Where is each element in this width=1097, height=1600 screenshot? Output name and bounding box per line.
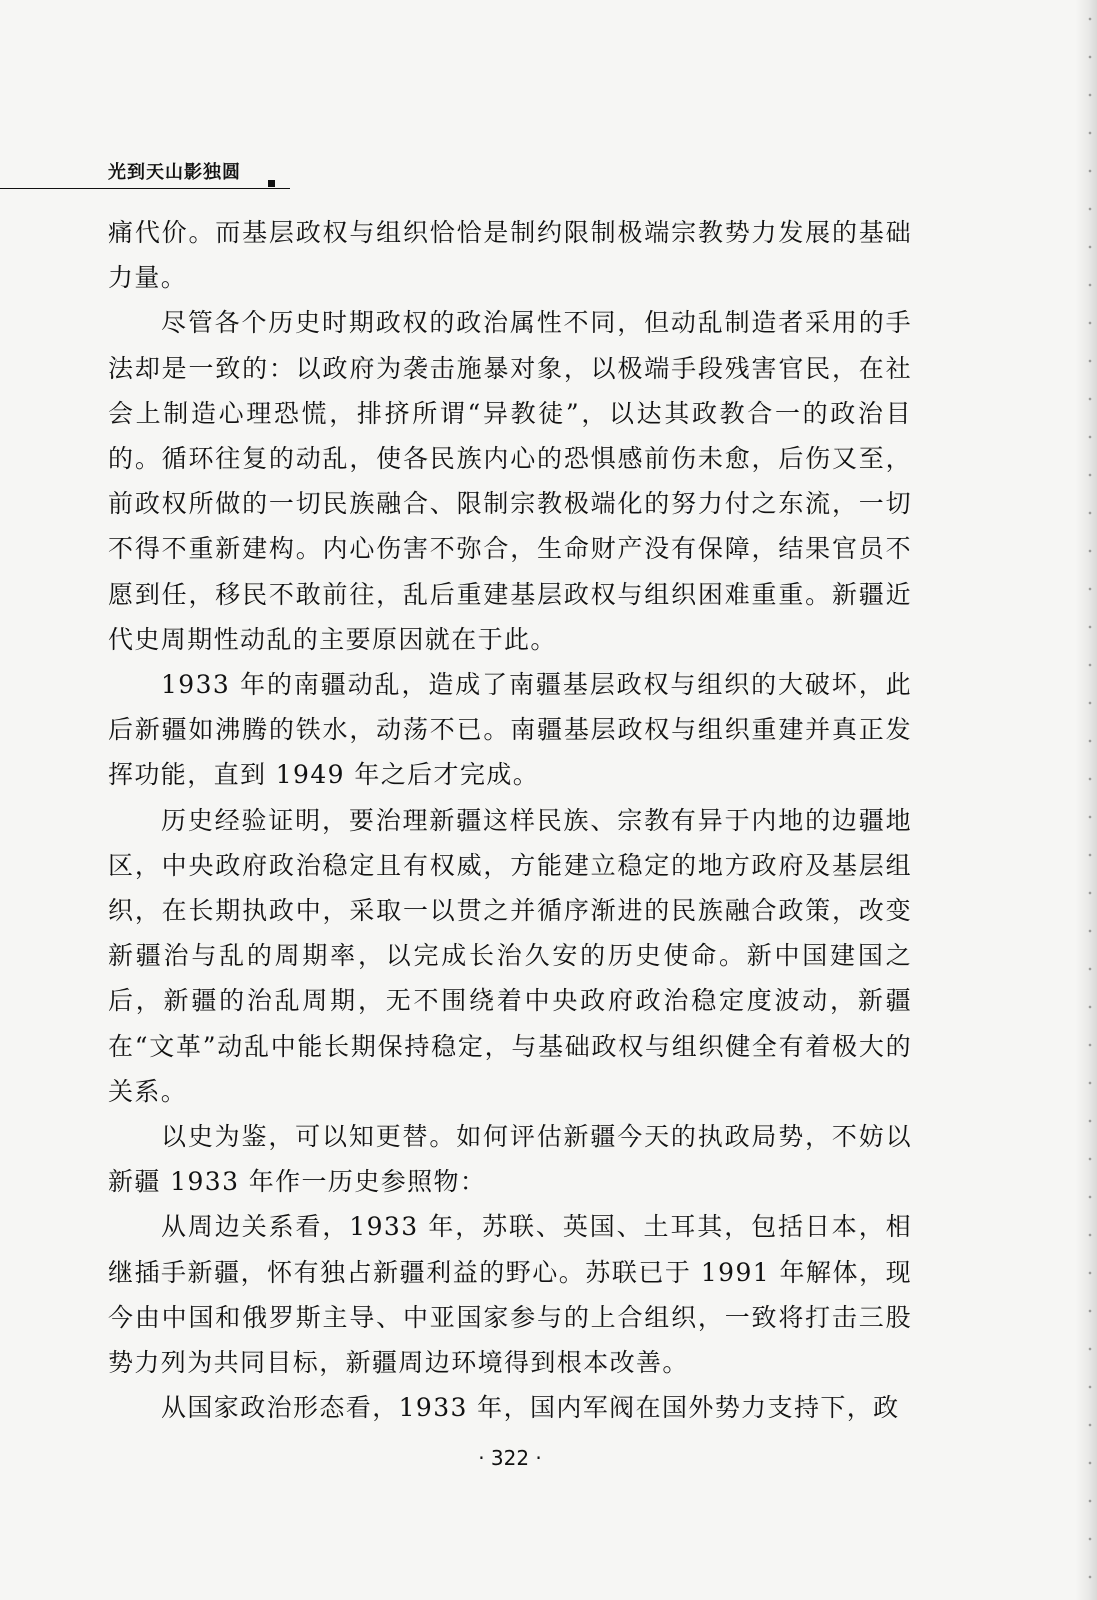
paragraph-1: 痛代价。而基层政权与组织恰恰是制约限制极端宗教势力发展的基础力量。 bbox=[108, 218, 912, 293]
paragraph-2: 尽管各个历史时期政权的政治属性不同，但动乱制造者采用的手法却是一致的：以政府为袭击施暴对象，以极端手段残害官民，在社会上制造心理恐慌，排挤所谓“异教徒”，以达其政教合一的政治目的。循环往复的动乱，使各民族内心的恐惧感前伤未愈，后伤又至，前政权所做的一切民族融合、限制宗教极端化的努力付之东流，一切不得不重新建构。内心伤害不弥合，生命财产没有保障，结果官员不愿到任，移民不敢前往，乱后重建基层政权与组织困难重重。新疆近代史周期性动乱的主要原因就在于此。 bbox=[108, 308, 912, 654]
paragraph-4: 历史经验证明，要治理新疆这样民族、宗教有异于内地的边疆地区，中央政府政治稳定且有权威，方能建立稳定的地方政府及基层组织，在长期执政中，采取一以贯之并循序渐进的民族融合政策，改变新疆治与乱的周期率，以完成长治久安的历史使命。新中国建国之后，新疆的治乱周期，无不围绕着中央政府政治稳定度波动，新疆在“文革”动乱中能长期保持稳定，与基础政权与组织健全有着极大的关系。 bbox=[108, 805, 912, 1106]
running-header bbox=[0, 162, 290, 189]
paragraph-5: 以史为鉴，可以知更替。如何评估新疆今天的执政局势，不妨以新疆 1933 年作一历史参照物： bbox=[108, 1122, 912, 1197]
paragraph-3: 1933 年的南疆动乱，造成了南疆基层政权与组织的大破坏，此后新疆如沸腾的铁水，动荡不已。南疆基层政权与组织重建并真正发挥功能，直到 1949 年之后才完成。 bbox=[108, 670, 912, 790]
scan-edge-specks bbox=[1087, 0, 1093, 1600]
body-text bbox=[108, 210, 912, 1430]
running-title: 光到天山影独圆 bbox=[108, 162, 241, 183]
scan-shadow-edge bbox=[1075, 0, 1097, 1600]
page-number: · 322 · bbox=[478, 1446, 542, 1470]
header-square-mark bbox=[268, 180, 275, 187]
paragraph-7: 从国家政治形态看，1933 年，国内军阀在国外势力支持下，政 bbox=[161, 1393, 900, 1423]
paragraph-6: 从周边关系看，1933 年，苏联、英国、土耳其，包括日本，相继插手新疆，怀有独占新疆利益的野心。苏联已于 1991 年解体，现今由中国和俄罗斯主导、中亚国家参与的上合组织，一致将打击三股势力列为共同目标，新疆周边环境得到根本改善。 bbox=[108, 1212, 912, 1378]
